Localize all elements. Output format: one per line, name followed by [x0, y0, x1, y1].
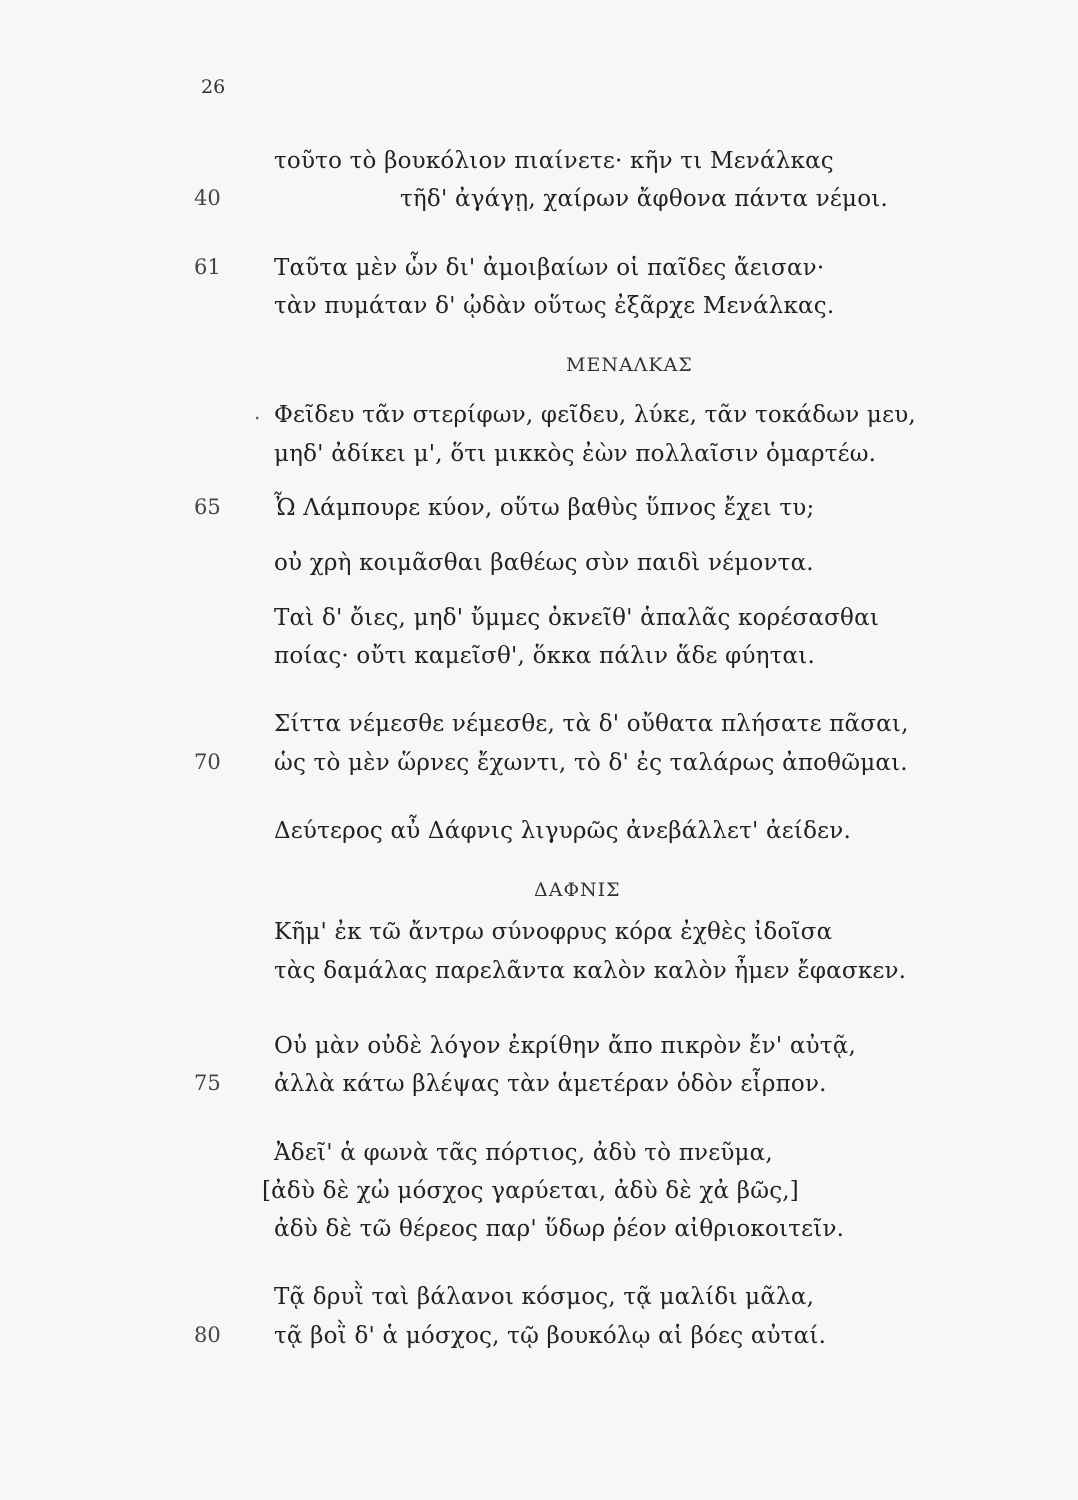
verse-line: Τᾷ δρυῒ ταὶ βάλανοι κόσμος, τᾷ μαλίδι μᾶλα, — [274, 1284, 815, 1310]
verse-line: Οὐ μὰν οὐδὲ λόγον ἐκρίθην ἄπο πικρὸν ἔν' αὐτᾷ, — [274, 1033, 856, 1059]
verse-line: Σίττα νέμεσθε νέμεσθε, τὰ δ' οὔθατα πλήσατε πᾶσαι, — [274, 711, 909, 737]
verse-line: ἀδὺ δὲ τῶ θέρεος παρ' ὕδωρ ῥέον αἰθριοκοιτεῖν. — [274, 1216, 845, 1242]
verse-line: τὰς δαμάλας παρελᾶντα καλὸν καλὸν ἦμεν ἔφασκεν. — [274, 958, 907, 984]
verse-line: Ἀδεῖ' ἁ φωνὰ τᾶς πόρτιος, ἀδὺ τὸ πνεῦμα, — [274, 1140, 773, 1166]
verse-line: οὐ χρὴ κοιμᾶσθαι βαθέως σὺν παιδὶ νέμοντα. — [274, 550, 814, 576]
verse-line: Ταὶ δ' ὄιες, μηδ' ὔμμες ὀκνεῖθ' ἁπαλᾶς κορέσασθαι — [274, 605, 880, 631]
verse-line: τοῦτο τὸ βουκόλιον πιαίνετε· κῆν τι Μενάλκας — [274, 148, 834, 174]
line-number-80: 80 — [194, 1323, 221, 1347]
verse-line: Δεύτερος αὖ Δάφνις λιγυρῶς ἀνεβάλλετ' ἀείδεν. — [274, 818, 851, 844]
margin-mark: . — [254, 400, 261, 424]
line-number-65: 65 — [194, 495, 221, 519]
speaker-heading-menalkas: ΜΕΝΑΛΚΑΣ — [566, 354, 693, 376]
verse-line: [ἀδὺ δὲ χὠ μόσχος γαρύεται, ἀδὺ δὲ χἀ βῶς,] — [262, 1178, 799, 1204]
verse-line: Φεῖδευ τᾶν στερίφων, φεῖδευ, λύκε, τᾶν τοκάδων μευ, — [274, 402, 916, 428]
line-number-70: 70 — [194, 750, 221, 774]
verse-line: Ὦ Λάμπουρε κύον, οὕτω βαθὺς ὕπνος ἔχει τυ; — [274, 495, 815, 521]
verse-line: τᾷ βοῒ δ' ἁ μόσχος, τῷ βουκόλῳ αἱ βόες αὐταί. — [274, 1323, 827, 1349]
line-number-61: 61 — [194, 255, 221, 279]
speaker-heading-daphnis: ΔΑΦΝΙΣ — [534, 879, 621, 901]
line-number-40: 40 — [194, 186, 221, 210]
verse-line: τῆδ' ἀγάγῃ, χαίρων ἄφθονα πάντα νέμοι. — [400, 186, 888, 212]
verse-line: ἀλλὰ κάτω βλέψας τὰν ἁμετέραν ὁδὸν εἷρπον. — [274, 1071, 827, 1097]
page-number: 26 — [201, 76, 226, 98]
verse-line: ποίας· οὔτι καμεῖσθ', ὅκκα πάλιν ἅδε φύηται. — [274, 643, 816, 669]
verse-line: τὰν πυμάταν δ' ᾠδὰν οὕτως ἐξᾶρχε Μενάλκας. — [274, 293, 835, 319]
verse-line: ὡς τὸ μὲν ὥρνες ἔχωντι, τὸ δ' ἐς ταλάρως ἀποθῶμαι. — [274, 750, 908, 776]
line-number-75: 75 — [194, 1071, 221, 1095]
verse-line: Ταῦτα μὲν ὧν δι' ἀμοιβαίων οἱ παῖδες ἄεισαν· — [274, 255, 825, 281]
verse-line: μηδ' ἀδίκει μ', ὅτι μικκὸς ἐὼν πολλαῖσιν ὁμαρτέω. — [274, 441, 877, 467]
verse-line: Κῆμ' ἐκ τῶ ἄντρω σύνοφρυς κόρα ἐχθὲς ἰδοῖσα — [274, 919, 833, 945]
